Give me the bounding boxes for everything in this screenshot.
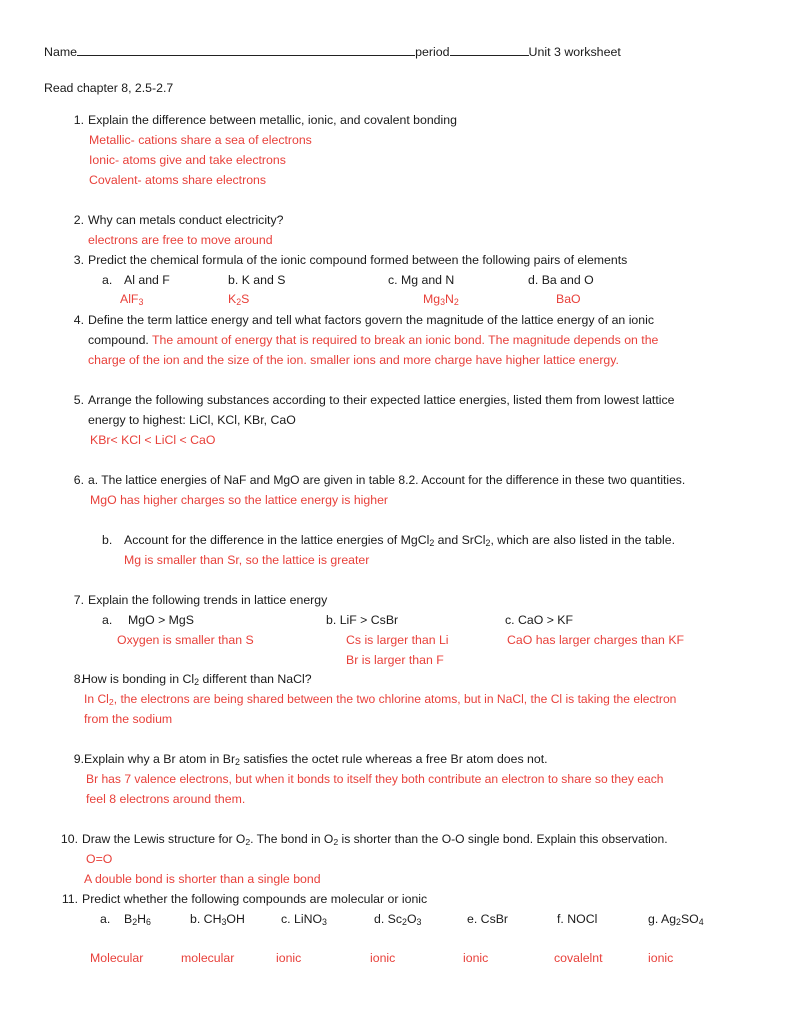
question-4-line2 [88, 334, 658, 346]
question-11c-answer: ionic [276, 951, 302, 965]
question-3c-prompt: c. Mg and N [388, 273, 455, 287]
name-label: Name [44, 45, 78, 60]
question-3d-answer: BaO [556, 292, 581, 306]
question-3d-prompt: d. Ba and O [528, 273, 594, 287]
question-10-answer-2: A double bond is shorter than a single bond [84, 872, 321, 886]
question-11f-answer: covalelnt [554, 951, 603, 965]
question-5-answer: KBr< KCl < LiCl < CaO [90, 433, 216, 447]
question-2-number: 2. [73, 213, 84, 227]
question-11d-answer: ionic [370, 951, 396, 965]
question-1-answer-2: Ionic- atoms give and take electrons [89, 153, 286, 167]
question-6b-prompt: Account for the difference in the lattice energies of MgCl$_2$ and SrCl$_2$, which are also listed in the table. [124, 533, 675, 549]
question-3b-prompt: b. K and S [228, 273, 286, 287]
question-2-prompt: Why can metals conduct electricity? [88, 213, 284, 227]
question-3a-answer: AlF$_3$ [120, 292, 144, 308]
question-3c-answer: $Mg_3N_2$ [423, 292, 459, 308]
question-8-answer-line1: In $Cl_2$, the electrons are being shared between the two chlorine atoms, but in NaCl, the Cl is taking the electron [84, 692, 677, 708]
question-3b-answer: $K_2S$ [228, 292, 250, 308]
question-7c-answer-1: CaO has larger charges than KF [507, 633, 685, 647]
question-3a-prompt: Al and F [124, 273, 170, 287]
question-8-number: 8. [73, 672, 84, 686]
question-11c-formula: c. LiNO$_3$ [281, 912, 327, 928]
question-6b-answer: Mg is smaller than Sr, so the lattice is greater [124, 553, 370, 567]
question-7-number: 7. [73, 593, 84, 607]
question-7-prompt: Explain the following trends in lattice energy [88, 593, 328, 607]
question-8-prompt: How is bonding in $Cl_2$ different than NaCl? [82, 672, 312, 688]
question-11g-formula: g. $Ag_2SO_4$ [648, 912, 704, 928]
question-7a-label: a. [102, 613, 113, 627]
question-9-prompt: Explain why a Br atom in $Br_2$ satisfies the octet rule whereas a free Br atom does not. [84, 752, 548, 768]
question-4-prompt-line2: compound. [88, 333, 149, 347]
question-11g-answer: ionic [648, 951, 674, 965]
period-blank-rule [450, 46, 529, 56]
question-8-answer-line2: from the sodium [84, 712, 173, 726]
question-1-answer-3: Covalent- atoms share electrons [89, 173, 267, 187]
question-3-number: 3. [73, 253, 84, 267]
question-11b-formula: b. $CH_3OH$ [190, 912, 245, 928]
question-7b-prompt: b. LiF > CsBr [326, 613, 399, 627]
question-11a-label: a. [100, 912, 111, 926]
question-4-prompt-line1: Define the term lattice energy and tell what factors govern the magnitude of the lattice energy of an ionic [88, 313, 654, 327]
question-7a-prompt: MgO > MgS [128, 613, 194, 627]
question-11e-formula: e. CsBr [467, 912, 509, 926]
question-4-number: 4. [73, 313, 84, 327]
question-10-prompt: Draw the Lewis structure for $O_2$. The bond in $O_2$ is shorter than the O-O single bond. Explain this observation. [82, 832, 668, 848]
question-1-answer-1: Metallic- cations share a sea of electrons [89, 133, 312, 147]
question-9-answer-line2: feel 8 electrons around them. [86, 792, 246, 806]
question-11a-formula: $B_2H_6$ [124, 912, 151, 928]
question-1-number: 1. [73, 113, 84, 127]
question-6a-prompt: a. The lattice energies of NaF and MgO are given in table 8.2. Account for the difference in these two quantities. [88, 473, 686, 487]
question-1-prompt: Explain the difference between metallic, ionic, and covalent bonding [88, 113, 457, 127]
name-blank-rule [77, 46, 415, 56]
question-10-number: 10. [60, 832, 78, 846]
question-7b-answer-1: Cs is larger than Li [346, 633, 449, 647]
question-6-number: 6. [73, 473, 84, 487]
question-9-number: 9. [73, 752, 84, 766]
question-11e-answer: ionic [463, 951, 489, 965]
question-7c-prompt: c. CaO > KF [505, 613, 574, 627]
question-11d-formula: d. $Sc_2O_3$ [374, 912, 422, 928]
question-4-answer-line2: charge of the ion and the size of the ion. smaller ions and more charge have higher lattice energy. [88, 353, 619, 367]
question-5-number: 5. [73, 393, 84, 407]
question-11f-formula: f. NOCl [557, 912, 598, 926]
question-7a-answer-1: Oxygen is smaller than S [117, 633, 254, 647]
question-11-prompt: Predict whether the following compounds are molecular or ionic [82, 892, 428, 906]
question-11a-answer: Molecular [90, 951, 144, 965]
question-6a-answer: MgO has higher charges so the lattice energy is higher [90, 493, 389, 507]
question-5-prompt-line2: energy to highest: LiCl, KCl, KBr, CaO [88, 413, 296, 427]
period-label: period [415, 45, 450, 60]
question-5-prompt-line1: Arrange the following substances according to their expected lattice energies, listed them from lowest lattice [88, 393, 675, 407]
question-6b-label: b. [102, 533, 113, 547]
question-3a-label: a. [102, 273, 113, 287]
question-9-answer-line1: Br has 7 valence electrons, but when it bonds to itself they both contribute an electron to share so they each [86, 772, 664, 786]
unit-label: Unit 3 worksheet [528, 45, 621, 60]
question-7b-answer-2: Br is larger than F [346, 653, 444, 667]
question-2-answer-1: electrons are free to move around [88, 233, 273, 247]
header-name-line [44, 46, 704, 59]
question-11-number: 11. [61, 892, 78, 906]
reading-assignment: Read chapter 8, 2.5-2.7 [44, 81, 174, 95]
question-4-answer-line1: The amount of energy that is required to break an ionic bond. The magnitude depends on the [152, 333, 659, 347]
question-3-prompt: Predict the chemical formula of the ionic compound formed between the following pairs of elements [88, 253, 628, 267]
question-11b-answer: molecular [181, 951, 235, 965]
question-10-answer-1: O=O [86, 852, 113, 866]
